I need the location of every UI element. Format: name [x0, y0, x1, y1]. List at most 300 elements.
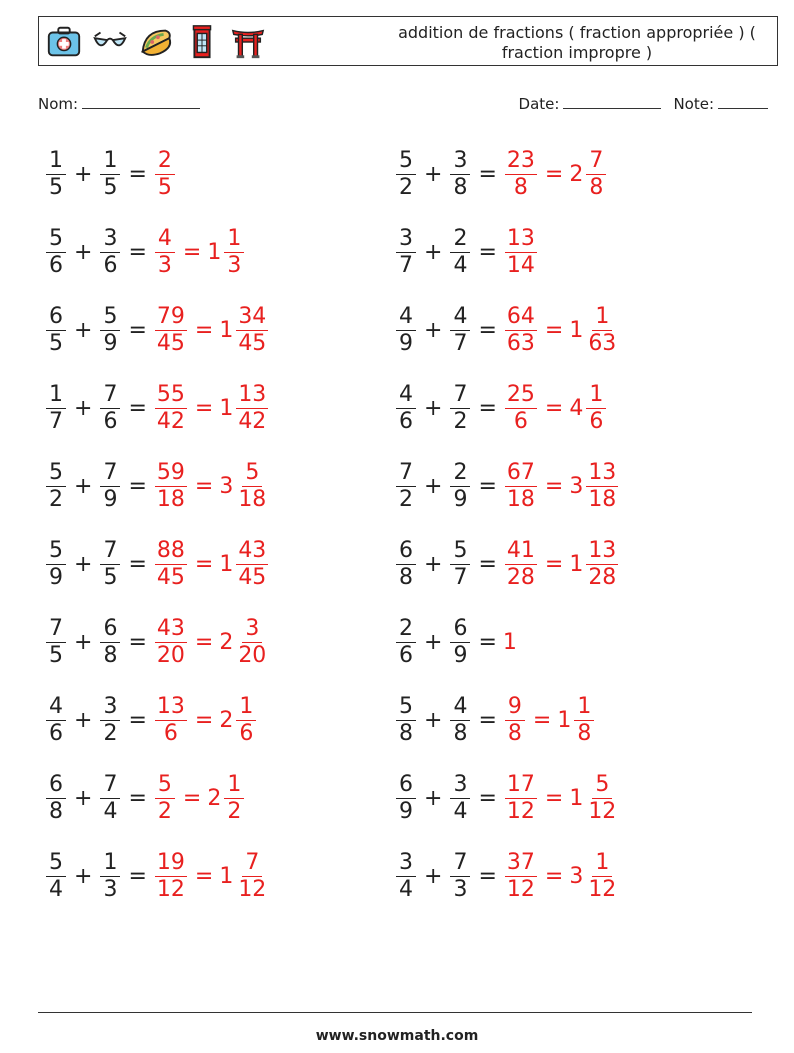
- numerator: 4: [396, 306, 416, 331]
- denominator: 5: [103, 174, 118, 200]
- mixed-whole: 1: [219, 551, 234, 577]
- denominator: 3: [157, 252, 172, 278]
- denominator: 2: [157, 798, 172, 824]
- mixed-whole: 1: [569, 551, 584, 577]
- sunglasses-icon: [91, 23, 129, 61]
- answer-fraction: [155, 537, 187, 590]
- mixed-fraction: [236, 381, 268, 434]
- numerator: 1: [46, 150, 66, 175]
- problem-item: [44, 220, 246, 284]
- plus-sign: +: [424, 161, 443, 187]
- numerator: 3: [396, 852, 416, 877]
- denominator: 12: [506, 798, 535, 824]
- equals-sign: =: [478, 161, 497, 187]
- footer-divider: [38, 1012, 752, 1013]
- addend-fraction: [100, 303, 120, 356]
- numerator: 4: [396, 384, 416, 409]
- plus-sign: +: [74, 785, 93, 811]
- equals-sign: =: [478, 473, 497, 499]
- mixed-whole: 1: [219, 317, 234, 343]
- denominator: 7: [453, 330, 468, 356]
- denominator: 6: [399, 642, 413, 668]
- mixed-fraction: [236, 849, 268, 902]
- denominator: 9: [103, 330, 118, 356]
- answer: [153, 849, 270, 902]
- denominator: 6: [49, 252, 63, 278]
- numerator: 23: [506, 147, 535, 173]
- numerator: 55: [156, 381, 185, 407]
- equals-sign: =: [544, 785, 564, 811]
- numerator: 2: [155, 150, 175, 175]
- answer: [503, 693, 596, 746]
- denominator: 5: [49, 330, 63, 356]
- problem-item: [44, 454, 270, 518]
- addend-fraction: [450, 615, 470, 668]
- equals-sign: =: [544, 317, 564, 343]
- equals-sign: =: [478, 629, 497, 655]
- addend-fraction: [450, 771, 470, 824]
- numerator: 1: [592, 306, 612, 331]
- date-score-fields: [519, 94, 768, 113]
- addend-fraction: [396, 849, 416, 902]
- numerator: 5: [155, 774, 175, 799]
- equals-sign: =: [478, 239, 497, 265]
- numerator: 13: [588, 459, 617, 485]
- answer: [503, 771, 620, 824]
- equals-sign: =: [128, 239, 147, 265]
- numerator: 13: [506, 225, 535, 251]
- denominator: 8: [399, 720, 413, 746]
- denominator: 6: [103, 252, 118, 278]
- problem-item: [44, 376, 270, 440]
- plus-sign: +: [74, 317, 93, 343]
- numerator: 6: [450, 618, 470, 643]
- mixed-fraction: [586, 459, 618, 512]
- taco-icon: [137, 23, 175, 61]
- answer-fraction: [155, 771, 175, 824]
- addend-fraction: [46, 849, 66, 902]
- numerator: 3: [100, 228, 120, 253]
- addend-fraction: [450, 303, 470, 356]
- numerator: 7: [242, 852, 262, 877]
- mixed-fraction: [586, 771, 618, 824]
- mixed-whole: 3: [219, 473, 234, 499]
- phone-booth-icon: [183, 23, 221, 61]
- denominator: 45: [238, 564, 267, 590]
- problem-item: [44, 298, 270, 362]
- mixed-whole: 4: [569, 395, 584, 421]
- numerator: 79: [156, 303, 185, 329]
- numerator: 5: [396, 696, 416, 721]
- answer-fraction: [505, 147, 537, 200]
- name-field: [38, 94, 200, 113]
- addend-fraction: [450, 849, 470, 902]
- denominator: 5: [49, 174, 63, 200]
- addend-fraction: [46, 771, 66, 824]
- plus-sign: +: [74, 629, 93, 655]
- numerator: 1: [236, 696, 256, 721]
- numerator: 7: [46, 618, 66, 643]
- denominator: 8: [453, 174, 468, 200]
- denominator: 9: [399, 330, 413, 356]
- denominator: 4: [453, 252, 468, 278]
- numerator: 1: [224, 228, 244, 253]
- equals-sign: =: [194, 551, 214, 577]
- problem-item: [44, 688, 258, 752]
- answer-fraction: [505, 537, 537, 590]
- numerator: 37: [506, 849, 535, 875]
- denominator: 45: [238, 330, 267, 356]
- denominator: 8: [103, 642, 118, 668]
- denominator: 6: [239, 720, 254, 746]
- problem-item: [394, 532, 620, 596]
- equals-sign: =: [128, 161, 147, 187]
- addend-fraction: [450, 459, 470, 512]
- addend-fraction: [100, 849, 120, 902]
- denominator: 2: [103, 720, 118, 746]
- denominator: 5: [103, 564, 118, 590]
- worksheet-title: addition de fractions ( fraction appropriée ) ( fraction impropre ): [398, 23, 756, 62]
- answer: [153, 537, 270, 590]
- numerator: 64: [506, 303, 535, 329]
- worksheet-header: [38, 16, 778, 66]
- numerator: 4: [450, 306, 470, 331]
- numerator: 4: [46, 696, 66, 721]
- problem-item: [394, 610, 517, 674]
- problem-item: [394, 142, 608, 206]
- numerator: 1: [224, 774, 244, 799]
- numerator: 13: [156, 693, 185, 719]
- equals-sign: =: [128, 707, 147, 733]
- numerator: 2: [450, 462, 470, 487]
- denominator: 42: [156, 408, 185, 434]
- equals-sign: =: [182, 239, 202, 265]
- addend-fraction: [396, 225, 416, 278]
- numerator: 3: [100, 696, 120, 721]
- addend-fraction: [396, 537, 416, 590]
- answer: [503, 225, 539, 278]
- numerator: 1: [574, 696, 594, 721]
- mixed-whole: 1: [207, 239, 222, 265]
- problem-item: [44, 532, 270, 596]
- answer-fraction: [155, 849, 187, 902]
- numerator: 6: [46, 774, 66, 799]
- denominator: 45: [156, 330, 185, 356]
- addend-fraction: [46, 303, 66, 356]
- mixed-whole: 1: [569, 785, 584, 811]
- equals-sign: =: [128, 629, 147, 655]
- answer: [153, 303, 270, 356]
- answer-fraction: [155, 381, 187, 434]
- numerator: 7: [100, 462, 120, 487]
- addend-fraction: [100, 615, 120, 668]
- numerator: 13: [588, 537, 617, 563]
- equals-sign: =: [194, 629, 214, 655]
- numerator: 41: [506, 537, 535, 563]
- answer-fraction: [505, 459, 537, 512]
- mixed-fraction: [574, 693, 594, 746]
- addend-fraction: [46, 225, 66, 278]
- mixed-whole: 2: [219, 629, 234, 655]
- answer: [153, 615, 270, 668]
- denominator: 8: [399, 564, 413, 590]
- plus-sign: +: [74, 161, 93, 187]
- problem-item: [44, 766, 246, 830]
- numerator: 1: [46, 384, 66, 409]
- denominator: 8: [589, 174, 604, 200]
- plus-sign: +: [424, 473, 443, 499]
- numerator: 7: [586, 150, 606, 175]
- plus-sign: +: [74, 395, 93, 421]
- addend-fraction: [100, 693, 120, 746]
- equals-sign: =: [544, 551, 564, 577]
- answer: [503, 537, 620, 590]
- denominator: 14: [506, 252, 535, 278]
- numerator: 5: [242, 462, 262, 487]
- problem-item: [44, 844, 270, 908]
- numerator: 1: [100, 150, 120, 175]
- mixed-fraction: [586, 381, 606, 434]
- denominator: 8: [49, 798, 63, 824]
- addend-fraction: [46, 537, 66, 590]
- plus-sign: +: [424, 707, 443, 733]
- denominator: 12: [588, 798, 617, 824]
- score-label: Note:: [673, 95, 714, 113]
- denominator: 8: [453, 720, 468, 746]
- problem-item: [394, 376, 608, 440]
- denominator: 28: [588, 564, 617, 590]
- numerator: 5: [592, 774, 612, 799]
- name-blank: [82, 94, 200, 109]
- numerator: 7: [396, 462, 416, 487]
- equals-sign: =: [194, 473, 214, 499]
- addend-fraction: [450, 381, 470, 434]
- torii-gate-icon: [229, 23, 267, 61]
- denominator: 2: [399, 174, 413, 200]
- equals-sign: =: [478, 395, 497, 421]
- addend-fraction: [450, 537, 470, 590]
- numerator: 7: [100, 384, 120, 409]
- denominator: 3: [453, 876, 468, 902]
- equals-sign: =: [128, 395, 147, 421]
- denominator: 6: [399, 408, 413, 434]
- denominator: 12: [588, 876, 617, 902]
- numerator: 5: [46, 462, 66, 487]
- answer-fraction: [505, 849, 537, 902]
- addend-fraction: [46, 615, 66, 668]
- addend-fraction: [100, 771, 120, 824]
- denominator: 9: [399, 798, 413, 824]
- plus-sign: +: [424, 317, 443, 343]
- denominator: 63: [588, 330, 617, 356]
- mixed-whole: 3: [569, 863, 584, 889]
- denominator: 63: [506, 330, 535, 356]
- denominator: 12: [238, 876, 267, 902]
- denominator: 6: [103, 408, 118, 434]
- plus-sign: +: [424, 863, 443, 889]
- numerator: 88: [156, 537, 185, 563]
- plus-sign: +: [424, 395, 443, 421]
- mixed-fraction: [236, 615, 268, 668]
- mixed-whole: 2: [569, 161, 584, 187]
- equals-sign: =: [194, 707, 214, 733]
- numerator: 3: [396, 228, 416, 253]
- numerator: 4: [450, 696, 470, 721]
- equals-sign: =: [194, 863, 214, 889]
- denominator: 9: [103, 486, 118, 512]
- score-blank: [718, 94, 768, 109]
- denominator: 6: [589, 408, 604, 434]
- answer: [503, 459, 620, 512]
- equals-sign: =: [478, 707, 497, 733]
- numerator: 6: [46, 306, 66, 331]
- denominator: 5: [157, 174, 172, 200]
- equals-sign: =: [532, 707, 552, 733]
- addend-fraction: [100, 459, 120, 512]
- equals-sign: =: [544, 395, 564, 421]
- plus-sign: +: [424, 785, 443, 811]
- equals-sign: =: [128, 551, 147, 577]
- mixed-whole: 1: [219, 395, 234, 421]
- equals-sign: =: [194, 317, 214, 343]
- denominator: 2: [227, 798, 242, 824]
- answer: [153, 459, 270, 512]
- addend-fraction: [100, 225, 120, 278]
- denominator: 18: [588, 486, 617, 512]
- numerator: 13: [238, 381, 267, 407]
- denominator: 18: [238, 486, 267, 512]
- denominator: 45: [156, 564, 185, 590]
- numerator: 5: [46, 228, 66, 253]
- numerator: 7: [450, 852, 470, 877]
- problem-item: [394, 220, 539, 284]
- mixed-whole: 2: [219, 707, 234, 733]
- numerator: 67: [506, 459, 535, 485]
- mixed-fraction: [586, 303, 618, 356]
- answer: [503, 381, 608, 434]
- mixed-whole: 3: [569, 473, 584, 499]
- addend-fraction: [100, 381, 120, 434]
- answer-fraction: [505, 225, 537, 278]
- answer: [503, 849, 620, 902]
- numerator: 5: [100, 306, 120, 331]
- mixed-fraction: [236, 459, 268, 512]
- numerator: 5: [450, 540, 470, 565]
- denominator: 7: [453, 564, 468, 590]
- denominator: 18: [156, 486, 185, 512]
- problem-item: [44, 610, 270, 674]
- problem-item: [394, 766, 620, 830]
- numerator: 59: [156, 459, 185, 485]
- problem-item: [394, 688, 596, 752]
- mixed-whole: 1: [569, 317, 584, 343]
- answer-fraction: [505, 381, 537, 434]
- plus-sign: +: [74, 551, 93, 577]
- answer: [153, 381, 270, 434]
- equals-sign: =: [128, 863, 147, 889]
- denominator: 4: [399, 876, 413, 902]
- answer-fraction: [155, 459, 187, 512]
- problem-item: [394, 454, 620, 518]
- equals-sign: =: [544, 863, 564, 889]
- denominator: 3: [227, 252, 242, 278]
- equals-sign: =: [128, 785, 147, 811]
- numerator: 19: [156, 849, 185, 875]
- answer: [153, 225, 246, 278]
- denominator: 20: [156, 642, 185, 668]
- answer: [503, 303, 620, 356]
- denominator: 12: [156, 876, 185, 902]
- answer: [503, 147, 608, 200]
- numerator: 17: [506, 771, 535, 797]
- numerator: 2: [450, 228, 470, 253]
- answer-fraction: [155, 147, 175, 200]
- denominator: 6: [513, 408, 528, 434]
- numerator: 7: [450, 384, 470, 409]
- numerator: 1: [586, 384, 606, 409]
- answer-fraction: [505, 303, 537, 356]
- equals-sign: =: [182, 785, 202, 811]
- answer: [153, 147, 177, 200]
- mixed-fraction: [224, 225, 244, 278]
- problem-item: [394, 844, 620, 908]
- numerator: 3: [242, 618, 262, 643]
- equals-sign: =: [478, 317, 497, 343]
- addend-fraction: [396, 615, 416, 668]
- addend-fraction: [46, 147, 66, 200]
- denominator: 2: [453, 408, 468, 434]
- denominator: 2: [49, 486, 63, 512]
- numerator: 6: [396, 540, 416, 565]
- addend-fraction: [46, 459, 66, 512]
- equals-sign: =: [128, 473, 147, 499]
- plus-sign: +: [424, 551, 443, 577]
- denominator: 28: [506, 564, 535, 590]
- numerator: 4: [155, 228, 175, 253]
- numerator: 9: [505, 696, 525, 721]
- equals-sign: =: [478, 551, 497, 577]
- numerator: 5: [46, 852, 66, 877]
- denominator: 6: [163, 720, 178, 746]
- icon-row: [45, 21, 267, 63]
- addend-fraction: [396, 147, 416, 200]
- addend-fraction: [450, 147, 470, 200]
- numerator: 43: [238, 537, 267, 563]
- mixed-whole: 2: [207, 785, 222, 811]
- numerator: 2: [396, 618, 416, 643]
- denominator: 4: [49, 876, 63, 902]
- denominator: 2: [399, 486, 413, 512]
- denominator: 9: [49, 564, 63, 590]
- answer-fraction: [505, 693, 525, 746]
- addend-fraction: [450, 225, 470, 278]
- denominator: 8: [577, 720, 592, 746]
- mixed-fraction: [236, 693, 256, 746]
- denominator: 6: [49, 720, 63, 746]
- mixed-fraction: [586, 537, 618, 590]
- numerator: 5: [46, 540, 66, 565]
- denominator: 7: [49, 408, 63, 434]
- denominator: 5: [49, 642, 63, 668]
- mixed-fraction: [586, 849, 618, 902]
- numerator: 5: [396, 150, 416, 175]
- mixed-fraction: [236, 537, 268, 590]
- numerator: 25: [506, 381, 535, 407]
- addend-fraction: [100, 147, 120, 200]
- plus-sign: +: [74, 473, 93, 499]
- name-label: Nom:: [38, 95, 79, 113]
- mixed-whole: 1: [557, 707, 572, 733]
